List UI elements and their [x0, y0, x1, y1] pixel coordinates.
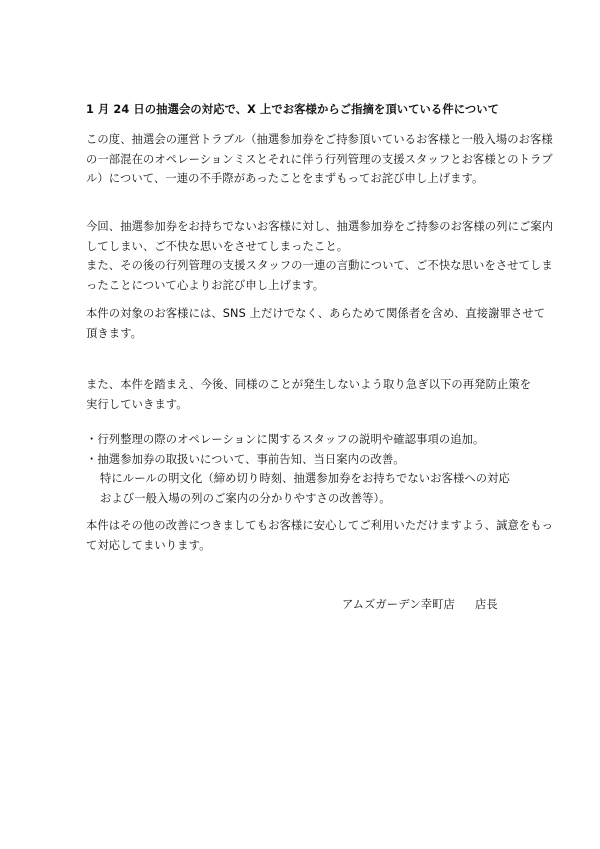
measures-paragraph: [86, 375, 531, 414]
intro-paragraph: [86, 130, 553, 189]
closing-line: て対応してまいります。: [86, 538, 211, 552]
list-sub-item: 特にルールの明文化（締め切り時刻、抽選参加券をお持ちでないお客様への対応: [100, 472, 510, 485]
intro-line: この度、抽選会の運営トラブル（抽選参加券をご持参頂いているお客様と一般入場のお客様: [86, 133, 553, 146]
letter-title: 1 月 24 日の抽選会の対応で、X 上でお客様からご指摘を頂いている件について: [86, 103, 500, 116]
direct-line: 本件の対象のお客様には、SNS 上だけでなく、あらためて関係者を含め、直接謝罪させて: [86, 307, 546, 320]
apology-paragraph: [86, 217, 553, 295]
apology-line: してしまい、ご不快な思いをさせてしまったこと。: [86, 239, 349, 253]
apology-line: また、その後の行列管理の支援スタッフの一連の言動について、ご不快な思いをさせてしま: [86, 259, 553, 272]
signatory-role: 店長: [474, 598, 498, 611]
direct-apology-paragraph: [86, 304, 545, 343]
measures-list: [86, 430, 510, 508]
closing-line: 本件はその他の改善につきましてもお客様に安心してご利用いただけますよう、誠意をもっ: [86, 519, 554, 532]
list-item: ・抽選参加券の取扱いについて、事前告知、当日案内の改善。: [86, 452, 405, 466]
intro-line: の一部混在のオペレーションミスとそれに伴う行列管理の支援スタッフとお客様とのトラブ: [86, 152, 553, 166]
closing-paragraph: [86, 516, 553, 555]
measures-line: また、本件を踏まえ、今後、同様のことが発生しないよう取り急ぎ以下の再発防止策を: [86, 378, 532, 391]
measures-line: 実行していきます。: [86, 397, 188, 411]
apology-line: ったことについて心よりお詫び申し上げます。: [86, 278, 325, 292]
list-sub-item: および一般入場の列のご案内の分かりやすさの改善等）。: [100, 491, 391, 505]
letter-page: [86, 100, 554, 611]
apology-line: 今回、抽選参加券をお持ちでないお客様に対し、抽選参加券をご持参のお客様の列にご案内: [86, 220, 554, 233]
list-item: ・行列整理の際のオペレーションに関するスタッフの説明や確認事項の追加。: [86, 433, 485, 446]
direct-line: 頂きます。: [86, 326, 143, 340]
store-name: アムズガーデン幸町店: [342, 598, 455, 611]
signature: [342, 595, 498, 615]
intro-line: ル）について、一連の不手際があったことをまずもってお詫び申し上げます。: [86, 172, 484, 185]
